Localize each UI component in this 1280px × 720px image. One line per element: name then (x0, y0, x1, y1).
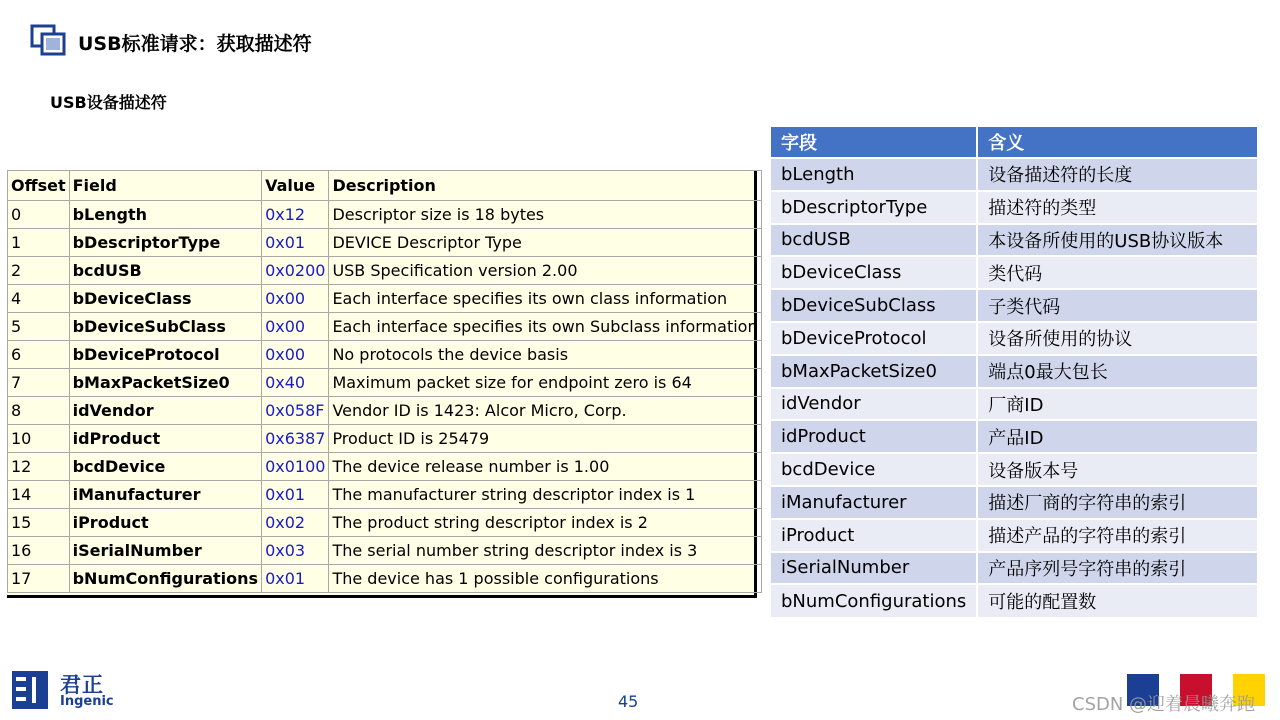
descriptor-table-body (8, 201, 762, 593)
cell-field: iProduct (771, 519, 977, 552)
table-header-row (8, 171, 762, 201)
cell-field: bNumConfigurations (771, 584, 977, 617)
cell-offset: 14 (8, 481, 70, 509)
ingenic-logo-icon (12, 671, 48, 709)
cell-value: 0x01 (262, 229, 329, 257)
device-descriptor-table (7, 170, 762, 593)
cell-meaning: 描述符的类型 (977, 191, 1258, 224)
cell-meaning: 可能的配置数 (977, 584, 1258, 617)
cell-description: Maximum packet size for endpoint zero is 64 (329, 369, 761, 397)
cell-meaning: 设备版本号 (977, 453, 1258, 486)
cell-field: iSerialNumber (69, 537, 261, 565)
cell-description: USB Specification version 2.00 (329, 257, 761, 285)
cell-meaning: 设备描述符的长度 (977, 158, 1258, 191)
cell-field: bcdUSB (69, 257, 261, 285)
cell-meaning: 产品序列号字符串的索引 (977, 552, 1258, 585)
cell-field: bLength (69, 201, 261, 229)
cell-value: 0x01 (262, 481, 329, 509)
table-row (8, 369, 762, 397)
cell-offset: 5 (8, 313, 70, 341)
cell-description: DEVICE Descriptor Type (329, 229, 761, 257)
table-row (771, 355, 1258, 388)
table-row (8, 537, 762, 565)
cell-value: 0x03 (262, 537, 329, 565)
table-row (8, 397, 762, 425)
table-row (8, 509, 762, 537)
table-row (771, 191, 1258, 224)
cell-field: bDescriptorType (771, 191, 977, 224)
cell-meaning: 本设备所使用的USB协议版本 (977, 224, 1258, 257)
table-row (8, 453, 762, 481)
cell-offset: 15 (8, 509, 70, 537)
field-meaning-table (771, 127, 1259, 617)
cell-field: bMaxPacketSize0 (771, 355, 977, 388)
table-row (8, 257, 762, 285)
cell-description: Product ID is 25479 (329, 425, 761, 453)
cell-value: 0x00 (262, 313, 329, 341)
table-row (771, 256, 1258, 289)
cell-value: 0x02 (262, 509, 329, 537)
cell-field: idVendor (69, 397, 261, 425)
cell-meaning: 描述厂商的字符串的索引 (977, 486, 1258, 519)
cell-field: bcdDevice (771, 453, 977, 486)
cell-description: No protocols the device basis (329, 341, 761, 369)
table-row (8, 229, 762, 257)
cell-offset: 0 (8, 201, 70, 229)
table-row (8, 425, 762, 453)
cell-offset: 10 (8, 425, 70, 453)
table-row (771, 388, 1258, 421)
table-row (771, 552, 1258, 585)
cell-meaning: 厂商ID (977, 388, 1258, 421)
table-row (771, 584, 1258, 617)
cell-meaning: 类代码 (977, 256, 1258, 289)
cell-field: iManufacturer (771, 486, 977, 519)
cell-field: bMaxPacketSize0 (69, 369, 261, 397)
cell-offset: 7 (8, 369, 70, 397)
cell-value: 0x00 (262, 285, 329, 313)
column-header-value: Value (262, 171, 329, 201)
cell-value: 0x12 (262, 201, 329, 229)
cell-field: bNumConfigurations (69, 565, 261, 593)
cell-offset: 1 (8, 229, 70, 257)
table-row (771, 289, 1258, 322)
cell-field: bDeviceClass (69, 285, 261, 313)
cell-field: idProduct (69, 425, 261, 453)
slide-title: USB标准请求：获取描述符 (78, 33, 312, 55)
table-row (8, 201, 762, 229)
cell-meaning: 描述产品的字符串的索引 (977, 519, 1258, 552)
table-row (771, 322, 1258, 355)
table-row (771, 224, 1258, 257)
cell-value: 0x6387 (262, 425, 329, 453)
cell-meaning: 设备所使用的协议 (977, 322, 1258, 355)
title-squares-icon (30, 24, 70, 58)
cell-field: bLength (771, 158, 977, 191)
cell-description: Descriptor size is 18 bytes (329, 201, 761, 229)
cell-description: Vendor ID is 1423: Alcor Micro, Corp. (329, 397, 761, 425)
cell-offset: 2 (8, 257, 70, 285)
table-row (8, 313, 762, 341)
cell-description: The serial number string descriptor index is 3 (329, 537, 761, 565)
cell-field: bDeviceProtocol (69, 341, 261, 369)
cell-offset: 12 (8, 453, 70, 481)
cell-description: The device release number is 1.00 (329, 453, 761, 481)
cell-offset: 16 (8, 537, 70, 565)
cell-field: bDeviceSubClass (771, 289, 977, 322)
cell-description: Each interface specifies its own class information (329, 285, 761, 313)
column-header-description: Description (329, 171, 761, 201)
table-row (8, 341, 762, 369)
table-row (771, 519, 1258, 552)
table-row (771, 420, 1258, 453)
cell-value: 0x0200 (262, 257, 329, 285)
cell-offset: 8 (8, 397, 70, 425)
logo-chinese-name: 君正 (60, 673, 104, 697)
cell-value: 0x40 (262, 369, 329, 397)
cell-field: iSerialNumber (771, 552, 977, 585)
cell-field: bcdDevice (69, 453, 261, 481)
page-number: 45 (618, 692, 639, 711)
table-row (771, 158, 1258, 191)
cell-field: idProduct (771, 420, 977, 453)
cell-meaning: 产品ID (977, 420, 1258, 453)
cell-value: 0x00 (262, 341, 329, 369)
column-header-field: 字段 (771, 127, 977, 158)
meaning-table-body (771, 158, 1258, 617)
cell-field: idVendor (771, 388, 977, 421)
cell-meaning: 子类代码 (977, 289, 1258, 322)
cell-value: 0x058F (262, 397, 329, 425)
cell-field: iProduct (69, 509, 261, 537)
cell-field: bDeviceClass (771, 256, 977, 289)
cell-description: The device has 1 possible configurations (329, 565, 761, 593)
cell-description: The manufacturer string descriptor index is 1 (329, 481, 761, 509)
cell-value: 0x0100 (262, 453, 329, 481)
cell-description: Each interface specifies its own Subclass information (329, 313, 761, 341)
table-row (771, 453, 1258, 486)
cell-field: bcdUSB (771, 224, 977, 257)
csdn-watermark: CSDN @迎着晨曦奔跑 (1072, 694, 1256, 715)
cell-field: bDeviceProtocol (771, 322, 977, 355)
cell-offset: 4 (8, 285, 70, 313)
device-descriptor-table-image (7, 170, 757, 598)
cell-offset: 17 (8, 565, 70, 593)
table-row (771, 486, 1258, 519)
table-row (8, 481, 762, 509)
cell-offset: 6 (8, 341, 70, 369)
table-row (8, 565, 762, 593)
cell-value: 0x01 (262, 565, 329, 593)
cell-field: iManufacturer (69, 481, 261, 509)
cell-meaning: 端点0最大包长 (977, 355, 1258, 388)
column-header-field: Field (69, 171, 261, 201)
cell-field: bDescriptorType (69, 229, 261, 257)
table-header-row (771, 127, 1258, 158)
cell-description: The product string descriptor index is 2 (329, 509, 761, 537)
logo-english-name: Ingenic (60, 694, 114, 709)
section-subtitle: USB设备描述符 (50, 93, 167, 112)
column-header-offset: Offset (8, 171, 70, 201)
table-row (8, 285, 762, 313)
column-header-meaning: 含义 (977, 127, 1258, 158)
cell-field: bDeviceSubClass (69, 313, 261, 341)
